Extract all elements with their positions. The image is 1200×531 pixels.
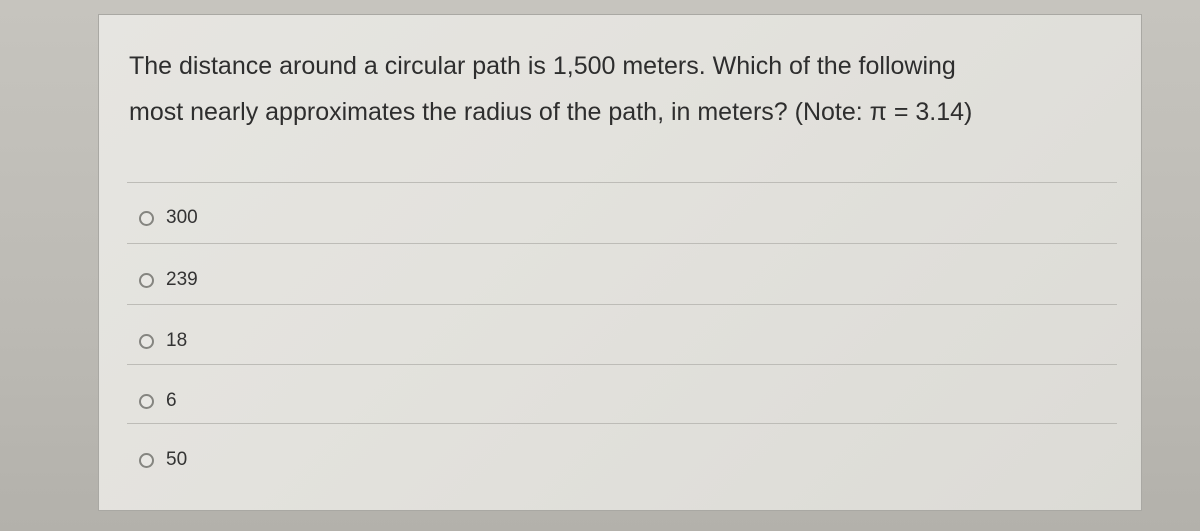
question-text [129, 43, 1129, 135]
radio-button[interactable] [139, 394, 154, 409]
option-label: 239 [166, 269, 198, 290]
radio-button[interactable] [139, 211, 154, 226]
answer-option-300[interactable] [139, 203, 198, 233]
answer-option-50[interactable] [139, 445, 187, 475]
radio-button[interactable] [139, 453, 154, 468]
radio-button[interactable] [139, 273, 154, 288]
question-line-2: most nearly approximates the radius of the path, in meters? (Note: π = 3.14) [129, 98, 973, 126]
option-label: 300 [166, 207, 198, 228]
answer-option-18[interactable] [139, 326, 187, 356]
question-card [98, 14, 1142, 511]
divider [127, 423, 1117, 424]
answer-option-6[interactable] [139, 386, 177, 416]
answer-option-239[interactable] [139, 265, 198, 295]
divider [127, 182, 1117, 183]
question-line-1: The distance around a circular path is 1,500 meters. Which of the following [129, 52, 956, 80]
option-label: 6 [166, 390, 177, 411]
divider [127, 364, 1117, 365]
radio-button[interactable] [139, 334, 154, 349]
divider [127, 304, 1117, 305]
divider [127, 243, 1117, 244]
option-label: 18 [166, 330, 188, 351]
option-label: 50 [166, 449, 188, 470]
